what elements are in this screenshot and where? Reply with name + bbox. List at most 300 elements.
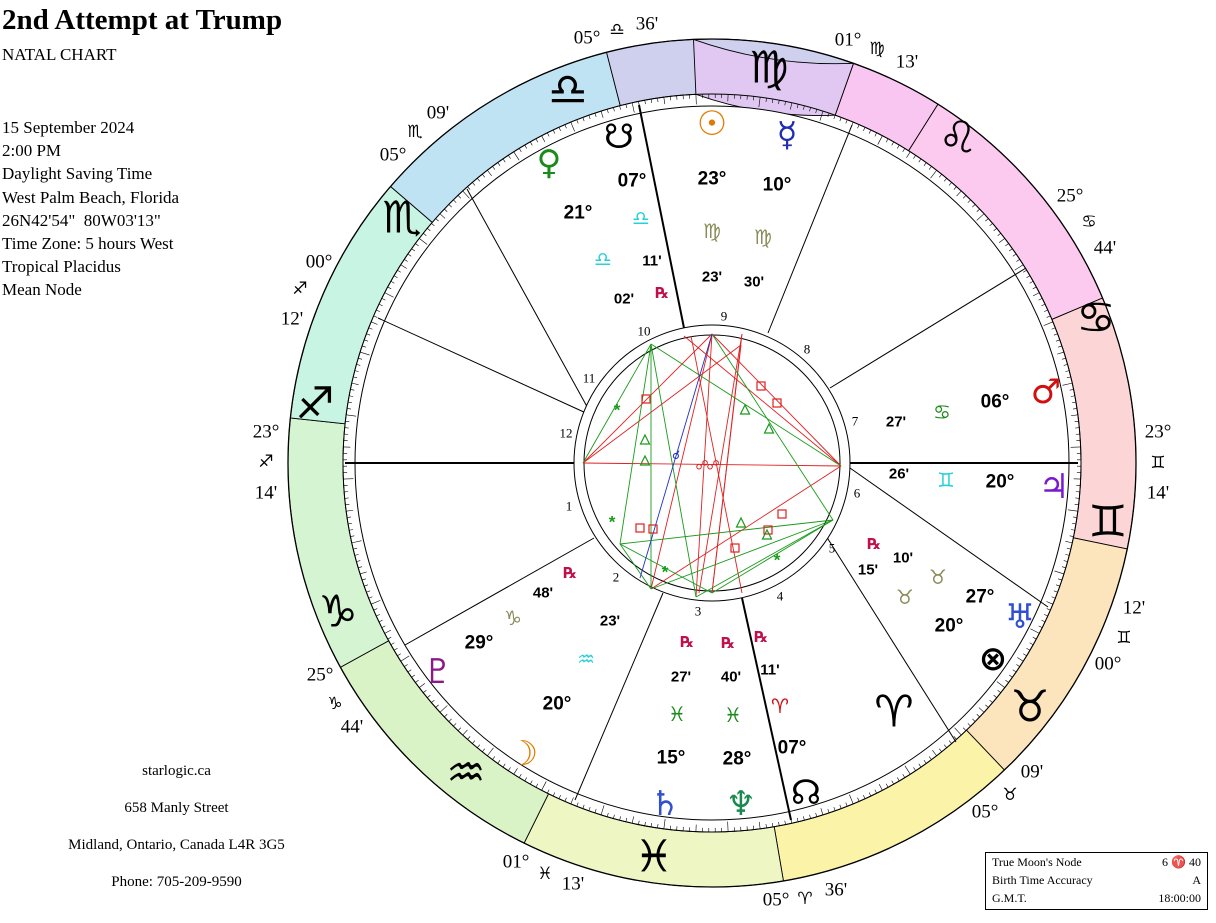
degree-tick (349, 530, 353, 531)
cusp-degree: 25° (306, 664, 334, 686)
moon-icon: ☽︎ (507, 734, 539, 774)
birth-time: 2:00 PM (2, 141, 62, 161)
degree-tick (664, 97, 665, 104)
jupiter-degree: 20° (985, 471, 1015, 493)
degree-tick (913, 767, 915, 770)
cusp-sign-icon: ♓︎ (537, 864, 553, 884)
sextile-aspect-marker: * (608, 512, 616, 532)
cusp-minute: 09' (426, 102, 450, 124)
degree-tick (1067, 377, 1071, 378)
degree-tick (955, 728, 962, 735)
cusp-sign-icon: ♐︎ (258, 452, 274, 472)
cusp-degree: 05° (573, 27, 601, 49)
degree-tick (1044, 614, 1048, 616)
degree-tick (869, 130, 871, 134)
degree-tick (897, 777, 899, 780)
degree-tick (785, 821, 786, 825)
house-number: 3 (694, 603, 702, 619)
contact-street: 658 Manly Street (124, 800, 229, 816)
saturn-sign-icon: ♓︎ (668, 702, 686, 726)
degree-tick (1030, 281, 1033, 283)
degree-tick (360, 352, 370, 355)
degree-tick (404, 259, 407, 261)
degree-tick (1026, 648, 1029, 650)
degree-tick (1056, 340, 1060, 341)
neptune-degree: 28° (722, 748, 752, 770)
degree-tick (858, 125, 860, 129)
degree-tick (571, 122, 575, 131)
degree-tick (1023, 654, 1026, 656)
degree-tick (362, 346, 366, 347)
venus-icon: ♀︎ (536, 143, 562, 183)
degree-tick (1047, 609, 1051, 611)
degree-tick (349, 396, 353, 397)
house-number: 10 (637, 323, 651, 339)
degree-tick (358, 358, 362, 359)
degree-tick (620, 816, 621, 820)
degree-tick (427, 695, 430, 698)
cusp-minute: 14' (254, 482, 278, 504)
degree-tick (931, 170, 937, 178)
zodiac-glyph-taurus: ♉︎ (1010, 681, 1050, 733)
degree-tick (391, 281, 394, 283)
degree-tick (364, 585, 368, 586)
opposition-aspect-marker: ☍︎ (695, 458, 709, 474)
degree-tick (913, 155, 915, 158)
info-row-node (986, 854, 1207, 871)
degree-tick (394, 276, 397, 278)
degree-tick (632, 816, 634, 823)
sextile-aspect-marker: * (661, 562, 669, 582)
cusp-degree: 25° (1056, 185, 1084, 207)
degree-tick (519, 148, 521, 151)
degree-tick (1016, 259, 1019, 261)
degree-tick (352, 383, 359, 385)
degree-tick (547, 133, 549, 137)
pluto-minute: 48' (532, 584, 554, 602)
degree-tick (863, 795, 865, 799)
degree-tick (444, 714, 447, 717)
sun-icon: ☉︎ (696, 104, 728, 144)
degree-tick (924, 163, 926, 166)
degree-tick (1065, 541, 1072, 543)
cusp-sign-icon: ♎︎ (609, 20, 625, 40)
degree-tick (939, 174, 941, 177)
degree-tick (929, 166, 931, 169)
degree-tick (997, 682, 1005, 688)
degree-tick (846, 120, 847, 124)
degree-tick (939, 749, 941, 752)
degree-tick (1071, 396, 1075, 397)
info-label: Birth Time Accuracy (992, 873, 1093, 887)
degree-tick (779, 822, 780, 826)
neptune-icon: ♆︎ (725, 784, 757, 824)
degree-tick (821, 808, 823, 815)
degree-tick (626, 818, 627, 822)
degree-tick (1054, 334, 1058, 335)
degree-tick (638, 101, 639, 105)
info-value: 18:00:00 (1158, 891, 1201, 905)
degree-tick (508, 155, 510, 158)
birth-place: West Palm Beach, Florida (2, 187, 180, 207)
degree-tick (905, 766, 910, 774)
degree-tick (875, 133, 877, 137)
info-value: 6 ♈ 40 (1162, 855, 1201, 869)
degree-tick (595, 809, 596, 813)
mercury-icon: ☿︎ (776, 115, 798, 155)
degree-tick (1065, 371, 1069, 372)
degree-tick (875, 790, 877, 794)
house-number: 4 (776, 588, 784, 604)
degree-tick (530, 142, 532, 145)
degree-tick (903, 774, 905, 777)
house-number: 11 (582, 370, 596, 386)
degree-tick (350, 389, 354, 390)
degree-tick (879, 784, 882, 790)
degree-tick (503, 764, 505, 767)
degree-tick (601, 111, 603, 118)
south-node-sign-icon: ♎︎ (632, 206, 650, 230)
mercury-minute: 30' (743, 273, 765, 291)
degree-tick (449, 204, 452, 207)
degree-tick (869, 792, 871, 796)
mercury-sign-icon: ♍︎ (754, 225, 772, 249)
degree-tick (1041, 304, 1045, 306)
venus-minute: 02' (613, 290, 635, 308)
moon-sign-icon: ♒︎ (577, 647, 595, 671)
cusp-minute: 09' (1020, 761, 1044, 783)
degree-tick (919, 764, 921, 767)
degree-tick (1044, 322, 1053, 326)
zodiac-glyph-aries: ♈︎ (874, 686, 914, 738)
south-node-icon: ☋︎ (603, 117, 635, 157)
degree-tick (977, 209, 980, 212)
degree-tick (1033, 287, 1037, 289)
degree-tick (374, 609, 378, 611)
saturn-degree: 15° (656, 747, 686, 769)
degree-tick (350, 536, 354, 537)
contact-phone: Phone: 705-209-9590 (111, 874, 242, 890)
degree-tick (972, 204, 975, 207)
degree-tick (1068, 510, 1078, 511)
cusp-degree: 01° (834, 29, 862, 51)
degree-tick (949, 741, 952, 744)
contact-city: Midland, Ontario, Canada L4R 3G5 (68, 837, 285, 853)
degree-tick (651, 99, 652, 103)
degree-tick (382, 626, 386, 628)
conjunction-aspect-marker: ☌︎ (671, 448, 681, 462)
degree-tick (1072, 402, 1076, 403)
degree-tick (1033, 293, 1039, 296)
degree-tick (985, 218, 988, 221)
degree-tick (583, 805, 584, 809)
degree-tick (963, 195, 966, 198)
neptune-sign-icon: ♓︎ (724, 703, 742, 727)
degree-tick (828, 809, 829, 813)
degree-tick (477, 178, 480, 181)
jupiter-minute: 26' (888, 465, 910, 483)
degree-tick (977, 214, 984, 221)
cusp-minute: 12' (1122, 597, 1146, 619)
mars-minute: 27' (885, 413, 907, 431)
jupiter-sign-icon: ♊︎ (937, 468, 955, 492)
degree-tick (444, 209, 447, 212)
degree-tick (366, 591, 370, 592)
cusp-sign-icon: ♈︎ (797, 889, 813, 909)
cusp-minute: 44' (1093, 237, 1117, 259)
degree-tick (553, 130, 555, 134)
house-number: 1 (565, 498, 573, 514)
degree-tick (1062, 567, 1066, 568)
uranus-sign-icon: ♉︎ (929, 565, 947, 589)
degree-tick (632, 103, 634, 113)
degree-tick (355, 371, 359, 372)
degree-tick (929, 756, 931, 759)
degree-tick (356, 561, 360, 562)
degree-tick (382, 298, 386, 300)
degree-tick (990, 700, 993, 703)
degree-tick (968, 200, 971, 203)
venus-sign-icon: ♎︎ (594, 247, 612, 271)
degree-tick (1062, 358, 1066, 359)
zodiac-glyph-capricorn: ♑︎ (318, 586, 358, 638)
house-number: 5 (828, 540, 836, 556)
degree-tick (1023, 270, 1026, 272)
degree-tick (840, 805, 841, 809)
cusp-degree: 00° (1094, 653, 1122, 675)
uranus-minute: 15' (857, 561, 879, 579)
degree-tick (1046, 602, 1052, 605)
degree-tick (388, 637, 392, 639)
uranus-degree: 27° (965, 586, 995, 608)
degree-tick (1073, 517, 1077, 518)
degree-tick (458, 728, 461, 731)
degree-tick (391, 643, 394, 645)
degree-tick (565, 125, 567, 129)
degree-tick (810, 815, 811, 819)
cusp-degree: 00° (305, 251, 333, 273)
neptune-minute: 40' (720, 668, 742, 686)
degree-tick (369, 328, 373, 329)
degree-tick (607, 813, 608, 817)
degree-tick (514, 152, 519, 160)
cusp-sign-icon: ♉︎ (1002, 785, 1018, 805)
degree-tick (803, 816, 804, 820)
degree-tick (401, 265, 407, 269)
degree-tick (1064, 364, 1068, 365)
degree-tick (1057, 352, 1064, 354)
degree-tick (944, 178, 947, 181)
degree-tick (565, 798, 567, 802)
degree-tick (408, 670, 411, 672)
cusp-minute: 44' (340, 716, 364, 738)
degree-tick (346, 510, 353, 511)
cusp-sign-icon: ♑︎ (327, 694, 343, 714)
degree-tick (1039, 626, 1043, 628)
north-node-retrograde-icon: ℞ (754, 628, 768, 646)
degree-tick (353, 377, 357, 378)
degree-tick (638, 821, 639, 825)
degree-tick (487, 748, 493, 756)
info-box (985, 852, 1208, 910)
saturn-retrograde-icon: ℞ (680, 633, 694, 651)
degree-tick (772, 823, 773, 827)
cusp-minute: 36' (824, 879, 848, 901)
degree-tick (583, 117, 584, 121)
degree-tick (1056, 585, 1060, 586)
degree-tick (589, 807, 590, 811)
degree-tick (472, 741, 475, 744)
degree-tick (371, 322, 377, 325)
degree-tick (449, 719, 452, 722)
degree-tick (423, 233, 426, 235)
pluto-icon: ♇︎ (422, 652, 454, 692)
degree-tick (472, 182, 475, 185)
zodiac-glyph-scorpio: ♏︎ (382, 192, 422, 244)
chart-title: 2nd Attempt at Trump (2, 4, 283, 36)
degree-tick (595, 113, 596, 117)
degree-tick (1070, 536, 1074, 537)
degree-tick (440, 706, 447, 713)
cusp-sign-icon: ♊︎ (1116, 628, 1132, 648)
pluto-sign-icon: ♑︎ (504, 606, 522, 630)
degree-tick (1005, 244, 1008, 246)
degree-tick (379, 620, 383, 622)
degree-tick (397, 270, 400, 272)
degree-tick (645, 822, 646, 826)
sun-degree: 23° (697, 168, 727, 190)
degree-tick (954, 187, 957, 190)
zodiac-glyph-libra: ♎︎ (548, 64, 588, 116)
degree-tick (525, 145, 527, 148)
degree-tick (431, 700, 434, 703)
dst-note: Daylight Saving Time (2, 164, 153, 184)
degree-tick (766, 824, 767, 828)
house-number: 7 (851, 413, 859, 429)
degree-tick (353, 548, 357, 549)
degree-tick (397, 654, 400, 656)
degree-tick (998, 690, 1001, 692)
degree-tick (919, 159, 921, 162)
degree-tick (985, 705, 988, 708)
cusp-degree: 23° (1144, 421, 1172, 443)
cusp-degree: 05° (379, 144, 407, 166)
degree-tick (834, 115, 835, 119)
jupiter-icon: ♃︎ (1038, 467, 1070, 507)
info-row-accuracy (986, 872, 1207, 889)
degree-tick (1067, 548, 1071, 549)
degree-tick (467, 736, 470, 739)
degree-tick (440, 214, 445, 219)
part-of-fortune-minute: 10' (892, 549, 914, 567)
chart-subtitle: NATAL CHART (2, 45, 117, 64)
sextile-aspect-marker: * (773, 550, 781, 570)
degree-tick (547, 790, 549, 794)
degree-tick (903, 148, 905, 151)
degree-tick (968, 723, 971, 726)
mars-icon: ♂︎ (1030, 372, 1062, 412)
degree-tick (1072, 523, 1076, 524)
south-node-degree: 07° (617, 170, 647, 192)
degree-tick (1058, 579, 1062, 580)
degree-tick (415, 244, 418, 246)
info-label: True Moon's Node (992, 855, 1082, 869)
degree-tick (346, 415, 356, 416)
house-number: 2 (612, 569, 620, 585)
info-label: G.M.T. (992, 891, 1027, 905)
degree-tick (347, 517, 351, 518)
saturn-minute: 27' (670, 668, 692, 686)
degree-tick (542, 136, 545, 142)
degree-tick (498, 760, 500, 763)
cusp-degree: 01° (502, 851, 530, 873)
degree-tick (1062, 383, 1072, 385)
part-of-fortune-sign-icon: ♉︎ (896, 585, 914, 609)
birth-coords: 26N42'54" 80W03'13" (2, 210, 161, 230)
moon-degree: 20° (542, 693, 572, 715)
cusp-minute: 13' (895, 51, 919, 73)
info-row-gmt (986, 890, 1207, 907)
degree-tick (374, 316, 378, 318)
cusp-minute: 13' (561, 873, 585, 895)
degree-tick (892, 142, 894, 145)
degree-tick (436, 218, 439, 221)
degree-tick (990, 223, 993, 226)
degree-tick (994, 228, 997, 231)
degree-tick (385, 630, 391, 633)
degree-tick (427, 228, 430, 231)
degree-tick (388, 287, 392, 289)
cusp-minute: 36' (635, 13, 659, 35)
degree-tick (657, 98, 658, 102)
degree-tick (924, 760, 926, 763)
degree-tick (487, 170, 491, 176)
birth-date: 15 September 2024 (2, 118, 135, 137)
degree-tick (376, 614, 380, 616)
degree-tick (1054, 591, 1058, 592)
degree-tick (348, 523, 352, 524)
time-zone: Time Zone: 5 hours West (2, 234, 174, 254)
degree-tick (645, 100, 646, 104)
degree-tick (431, 223, 434, 226)
degree-tick (620, 106, 621, 110)
degree-tick (559, 127, 561, 131)
house-system: Tropical Placidus (2, 257, 121, 277)
degree-tick (376, 310, 380, 312)
degree-tick (1013, 254, 1016, 256)
degree-tick (840, 117, 841, 121)
degree-tick (408, 254, 411, 256)
degree-tick (519, 774, 521, 777)
mercury-degree: 10° (762, 174, 792, 196)
degree-tick (963, 728, 966, 731)
degree-tick (364, 340, 368, 341)
degree-tick (553, 792, 555, 796)
degree-tick (536, 139, 538, 143)
degree-tick (412, 675, 415, 677)
degree-tick (607, 109, 608, 113)
degree-tick (503, 159, 505, 162)
degree-tick (1065, 554, 1069, 555)
degree-tick (858, 798, 860, 802)
degree-tick (626, 104, 627, 108)
house-number: 6 (853, 485, 861, 501)
uranus-retrograde-icon: ℞ (867, 535, 881, 553)
neptune-retrograde-icon: ℞ (721, 634, 735, 652)
zodiac-glyph-pisces: ♓︎ (634, 831, 674, 883)
cusp-sign-icon: ♍︎ (869, 39, 885, 59)
zodiac-glyph-cancer: ♋︎ (1076, 292, 1116, 344)
